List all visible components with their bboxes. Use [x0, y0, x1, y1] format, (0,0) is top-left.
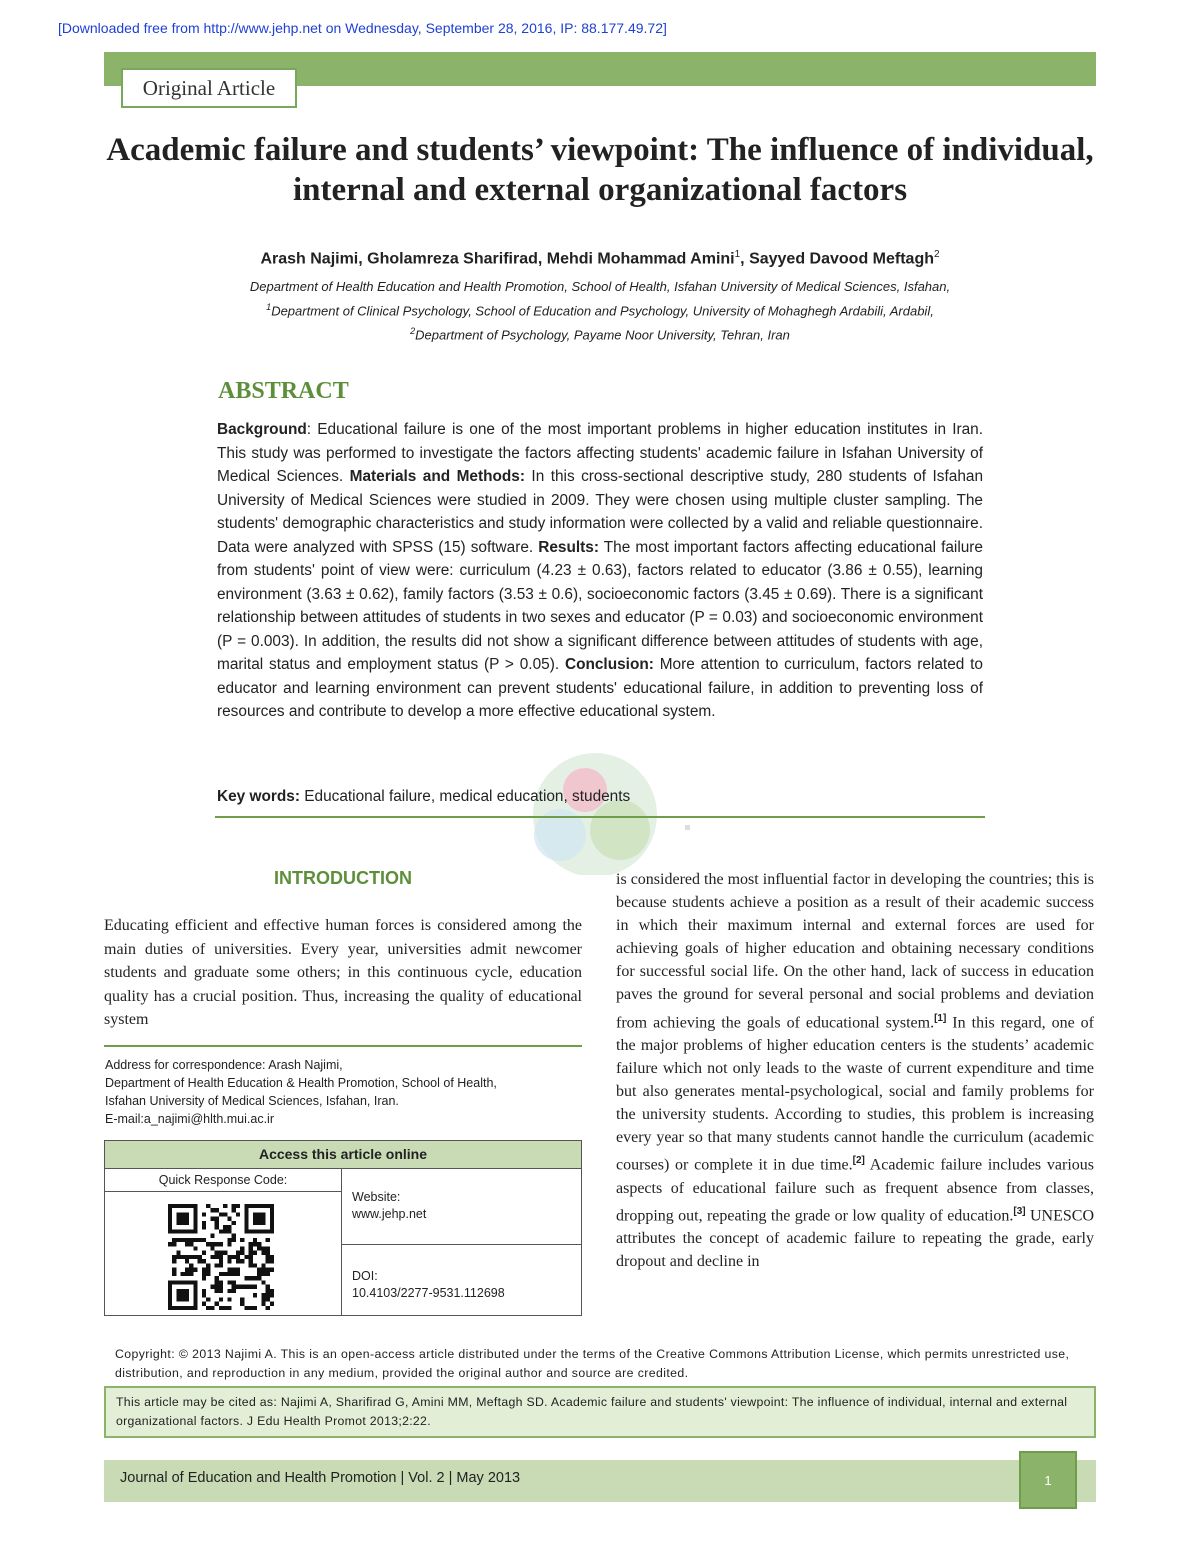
correspondence-line-1: Address for correspondence: Arash Najimi, — [105, 1058, 343, 1072]
website-label: Website: — [352, 1190, 401, 1204]
abstract-divider — [215, 816, 985, 818]
affiliation-1-text: Department of Clinical Psychology, School of Education and Psychology, University of Mohaghegh Ardabili, Ardabil, — [271, 303, 934, 319]
correspondence-email[interactable]: E-mail:a_najimi@hlth.mui.ac.ir — [105, 1112, 274, 1126]
keywords-label: Key words: — [217, 788, 300, 805]
abstract-results-text: The most important factors affecting educational failure from students' point of view were: curriculum (4.23 ± 0.63), factors related to educator (3.86 ± 0.55), learning environment (3.63 ± 0.62), family factors (3.53 ± 0.6), socioeconomic factors (3.45 ± 0.69). There is a significant relationship between attitudes of students in two sexes and educator (P = 0.03) and socioeconomic environment (P = 0.003). In addition, the results did not show a significant difference between attitudes of students with age, marital status and employment status (P > 0.05). — [217, 538, 983, 673]
affiliation-1 — [120, 297, 1080, 321]
correspondence-line-2: Department of Health Education & Health Promotion, School of Health, — [105, 1076, 497, 1090]
authors-part-2: Sayyed Davood Meftagh — [749, 250, 934, 268]
affiliation-2-mark: 2 — [410, 326, 416, 337]
author-affil-mark-2: 2 — [934, 249, 940, 260]
citation-box: This article may be cited as: Najimi A, Sharifirad G, Amini MM, Meftagh SD. Academic failure and students' viewpoint: The influence of individual, internal and external organizational factors. J Edu Health Promot 2013;2:22. — [104, 1386, 1096, 1438]
abstract-conclusion-text: More attention to curriculum, factors related to educator and learning environment can prevent students' educational failure, in addition to preventing loss of resources and contribute to develop a more effective educational system. — [217, 656, 983, 720]
doi-link[interactable]: 10.4103/2277-9531.112698 — [352, 1286, 505, 1300]
qr-code-cell — [105, 1191, 342, 1315]
citation-ref-3[interactable]: [3] — [1013, 1205, 1026, 1217]
journal-footer: Journal of Education and Health Promotion | Vol. 2 | May 2013 — [120, 1470, 521, 1486]
introduction-right-column — [616, 868, 1094, 1274]
keywords-text: Educational failure, medical education, students — [299, 788, 631, 805]
affiliations — [120, 277, 1080, 346]
access-heading: Access this article online — [105, 1141, 581, 1169]
abstract-body — [217, 418, 983, 724]
authors-part-1: Arash Najimi, Gholamreza Sharifirad, Mehdi Mohammad Amini — [260, 250, 735, 268]
author-list — [120, 249, 1080, 268]
abstract-results-label: Results: — [538, 538, 599, 556]
abstract-methods-text: In this cross-sectional descriptive study, 280 students of Isfahan University of Medical Sciences were studied in 2009. They were chosen using multiple cluster sampling. The students' demographic characteristics and study information were collected by a valid and reliable questionnaire. Data were analyzed with SPSS (15) software. — [217, 468, 984, 556]
correspondence-block — [105, 1056, 583, 1128]
website-link[interactable]: www.jehp.net — [352, 1207, 427, 1221]
author-separator: , — [740, 250, 750, 268]
article-title: Academic failure and students’ viewpoint: The influence of individual, internal and external organizational factors — [106, 132, 1094, 208]
qr-code-icon[interactable] — [168, 1204, 274, 1310]
page-number: 1 — [1019, 1451, 1077, 1509]
correspondence-line-3: Isfahan University of Medical Sciences, Isfahan, Iran. — [105, 1094, 399, 1108]
copyright-notice: Copyright: © 2013 Najimi A. This is an open-access article distributed under the terms of the Creative Commons Attribution License, which permits unrestricted use, distribution, and reproduction in any medium, provided the original author and source are credited. — [115, 1347, 1070, 1380]
author-affil-mark-1: 1 — [734, 249, 741, 260]
article-type-label: Original Article — [121, 68, 297, 108]
abstract-methods-label: Materials and Methods: — [349, 468, 525, 485]
affiliation-0: Department of Health Education and Health Promotion, School of Health, Isfahan University of Medical Sciences, Isfahan, — [249, 279, 951, 294]
introduction-left-column: Educating efficient and effective human forces is considered among the main duties of universities. Every year, universities admit newcomer students and graduate some others; in this continuous cycle, education quality has a crucial position. Thus, increasing the quality of educational system — [104, 917, 582, 1029]
affiliation-2 — [120, 321, 1080, 345]
doi-cell — [342, 1246, 581, 1315]
intro-right-text-1: is considered the most influential factor in developing the countries; this is because students achieve a position as a result of their academic success in which their maximum internal and external forces are used for achieving goals of higher education and obtaining necessary conditions for successful social life. On the other hand, lack of success in education paves the ground for several personal and social problems and deviation from achieving the goals of educational system. — [616, 871, 1094, 1031]
affiliation-1-mark: 1 — [266, 302, 272, 312]
introduction-heading: INTRODUCTION — [274, 868, 412, 888]
intro-right-text-2: In this regard, one of the major problems of higher education centers is the students’ academic failure which not only leads to the waste of current expenditure and time but also generates mental-psychological, social and family problems for the university students. According to studies, this problem is increasing every year so that many students cannot handle the curriculum (academic courses) or complete it in due time. — [616, 1013, 1094, 1174]
keywords — [217, 788, 983, 806]
intro-right-text-4: UNESCO attributes the concept of academic failure to repeating the grade, early dropout and decline in — [616, 1207, 1094, 1271]
abstract-heading: ABSTRACT — [218, 378, 349, 404]
citation-ref-1[interactable]: [1] — [934, 1012, 947, 1024]
access-online-box — [104, 1140, 582, 1316]
affiliation-2-text: Department of Psychology, Payame Noor University, Tehran, Iran — [415, 327, 790, 343]
intro-right-text-3: Academic failure includes various aspects of educational failure such as frequent absence from classes, dropping out, repeating the grade or low quality of education. — [616, 1156, 1095, 1225]
abstract-background-text: : Educational failure is one of the most important problems in higher education institutes in Iran. This study was performed to investigate the factors affecting students' academic failure in Isfahan University of Medical Sciences. — [217, 421, 983, 485]
doi-label: DOI: — [352, 1269, 378, 1283]
abstract-conclusion-label: Conclusion: — [564, 656, 654, 673]
download-banner: [Downloaded free from http://www.jehp.net on Wednesday, September 28, 2016, IP: 88.177.49.72] — [58, 20, 667, 36]
citation-ref-2[interactable]: [2] — [852, 1155, 865, 1167]
website-cell — [342, 1169, 581, 1245]
abstract-background-label: Background — [217, 421, 307, 438]
qr-code-label: Quick Response Code: — [105, 1169, 342, 1192]
correspondence-divider — [104, 1045, 582, 1047]
